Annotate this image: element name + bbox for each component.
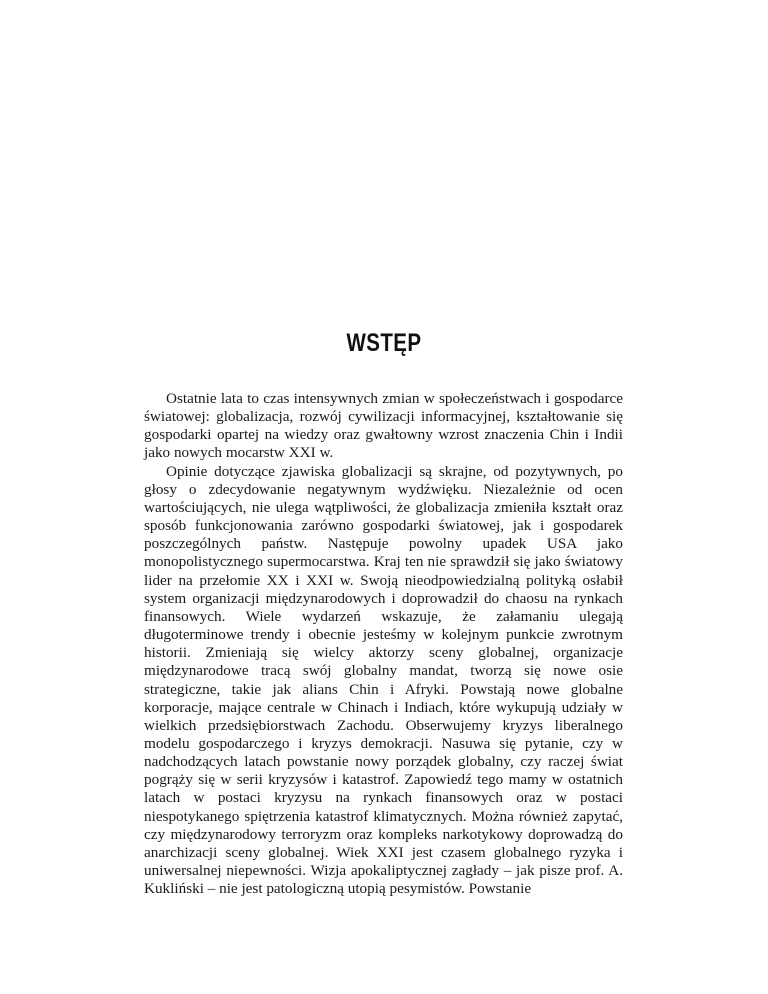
paragraph: Ostatnie lata to czas intensywnych zmian w społeczeństwach i gospodarce światowej: globalizacja, rozwój cywilizacji informacyjnej, kształtowanie się gospodarki opartej na wiedzy oraz gwałtowny wzrost znaczenia Chin i Indii jako nowych mocarstw XXI w. bbox=[144, 390, 623, 462]
page-title: WSTĘP bbox=[346, 328, 422, 357]
body-text bbox=[144, 390, 623, 898]
paragraph: Opinie dotyczące zjawiska globalizacji są skrajne, od pozytywnych, po głosy o zdecydowanie negatywnym wydźwięku. Niezależnie od ocen wartościujących, nie ulega wątpliwości, że globalizacja zmieniła kształt oraz sposób funkcjonowania zarówno gospodarki światowej, jak i gospodarek poszczególnych państw. Następuje powolny upadek USA jako monopolistycznego supermocarstwa. Kraj ten nie sprawdził się jako światowy lider na przełomie XX i XXI w. Swoją nieodpowiedzialną polityką osłabił system organizacji międzynarodowych i doprowadził do chaosu na rynkach finansowych. Wiele wydarzeń wskazuje, że załamaniu ulegają długoterminowe trendy i obecnie jesteśmy w kolejnym punkcie zwrotnym historii. Zmieniają się wielcy aktorzy sceny globalnej, organizacje międzynarodowe tracą swój globalny mandat, tworzą się nowe osie strategiczne, takie jak alians Chin i Afryki. Powstają nowe globalne korporacje, mające centrale w Chinach i Indiach, które wykupują udziały w wielkich przedsiębiorstwach Zachodu. Obserwujemy kryzys liberalnego modelu gospodarczego i kryzys demokracji. Nasuwa się pytanie, czy w nadchodzących latach powstanie nowy porządek globalny, czy raczej świat pogrąży się w serii kryzysów i katastrof. Zapowiedź tego mamy w ostatnich latach w postaci kryzysu na rynkach finansowych oraz w postaci niespotykanego spiętrzenia katastrof klimatycznych. Można również zapytać, czy międzynarodowy terroryzm oraz kompleks narkotykowy doprowadzą do anarchizacji sceny globalnej. Wiek XXI jest czasem globalnego ryzyka i uniwersalnej niepewności. Wizja apokaliptycznej zagłady – jak pisze prof. A. Kukliński – nie jest patologiczną utopią pesymistów. Powstanie bbox=[144, 462, 623, 898]
